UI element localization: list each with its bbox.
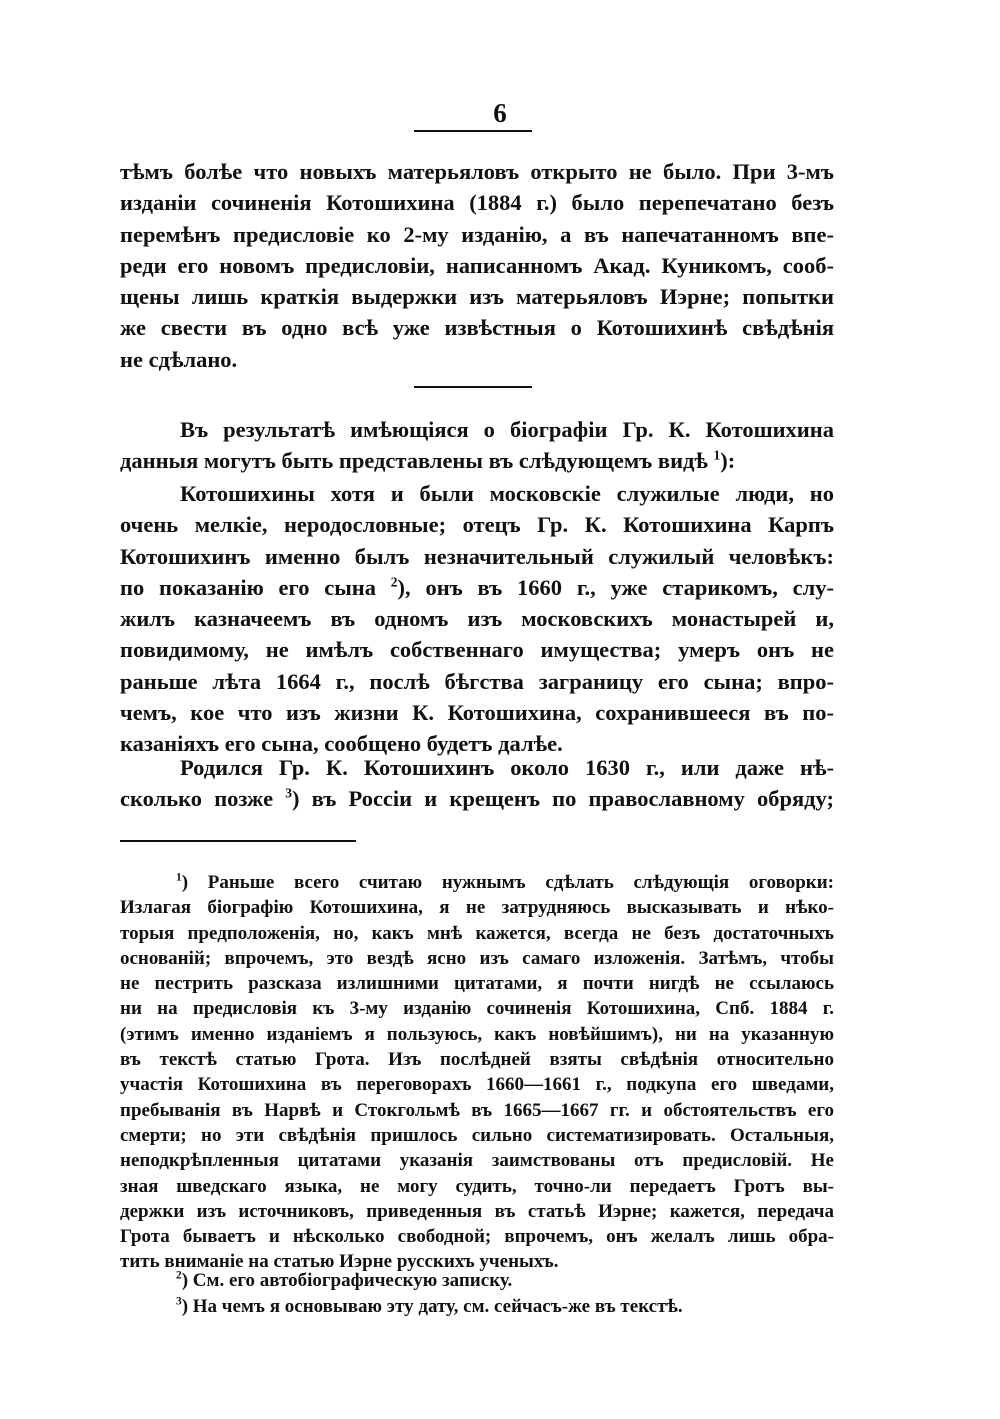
text-line: реди его новомъ предисловіи, написанномъ Акад. Куникомъ, сооб- bbox=[120, 252, 834, 278]
text-fragment: ), онъ въ 1660 г., уже старикомъ, слу- bbox=[397, 574, 834, 600]
footnote-line: тить вниманіе на статью Иэрне русскихъ ученыхъ. bbox=[120, 1251, 559, 1273]
text-line: Котошихины хотя и были московскіе служилые люди, но bbox=[180, 481, 834, 506]
footnote-line: участія Котошихина въ переговорахъ 1660—1661 г., подкупа его шведами, bbox=[120, 1074, 834, 1096]
text-line bbox=[120, 783, 834, 814]
text-fragment: ): bbox=[720, 448, 736, 474]
footnote-line bbox=[120, 1294, 834, 1319]
text-fragment: ) Раньше всего считаю нужнымъ сдѣлать слѣдующія оговорки: bbox=[181, 872, 834, 893]
page-number: 6 bbox=[493, 98, 507, 128]
footnote-line: торыя предположенія, но, какъ мнѣ кажется, всегда не безъ достаточныхъ bbox=[120, 922, 834, 944]
text-line: изданіи сочиненія Котошихина (1884 г.) было перепечатано безъ bbox=[120, 190, 834, 216]
footnote-mark: 1 bbox=[176, 871, 182, 884]
page-number-rule bbox=[414, 130, 532, 132]
section-divider bbox=[414, 386, 532, 388]
text-line: перемѣнъ предисловіе ко 2-му изданію, а въ напечатанномъ впе- bbox=[120, 221, 834, 247]
paragraph-birth bbox=[120, 752, 834, 815]
footnote-mark: 2 bbox=[176, 1269, 182, 1282]
text-line: тѣмъ болѣе что новыхъ матерьяловъ открыто не было. При 3-мъ bbox=[120, 159, 834, 184]
text-line: Въ результатѣ имѣющіяся о біографіи Гр. К. Котошихина bbox=[180, 417, 834, 442]
text-line bbox=[120, 445, 834, 476]
text-line: повидимому, не имѣлъ собственнаго имущества; умеръ онъ не bbox=[120, 637, 834, 663]
footnote-line: пребыванія въ Нарвѣ и Стокгольмѣ въ 1665—1667 гг. и обстоятельствъ его bbox=[120, 1099, 834, 1121]
paragraph-family bbox=[120, 478, 834, 760]
footnote-line: смерти; но эти свѣдѣнія пришлось сильно систематизировать. Остальныя, bbox=[120, 1124, 834, 1146]
text-fragment: ) См. его автобіографическую записку. bbox=[181, 1270, 513, 1291]
footnote-line: не пестрить разсказа излишними цитатами, я почти нигдѣ не ссылаюсь bbox=[120, 973, 834, 995]
footnote-line: (этимъ именно изданіемъ я пользуюсь, какъ новѣйшимъ), ни на указанную bbox=[120, 1023, 834, 1045]
footnote-reference: 2 bbox=[390, 574, 398, 590]
text-fragment: по показанію его сына bbox=[120, 574, 377, 600]
footnote-line: ни на предисловія къ 3-му изданію сочиненія Котошихина, Спб. 1884 г. bbox=[120, 998, 834, 1020]
text-line bbox=[120, 572, 834, 603]
footnote-separator bbox=[120, 840, 356, 842]
footnote-line: Грота бываетъ и нѣсколько свободной; впрочемъ, онъ желалъ лишь обра- bbox=[120, 1226, 834, 1248]
footnote-line: въ текстѣ статью Грота. Изъ послѣдней взяты свѣдѣнія относительно bbox=[120, 1049, 834, 1071]
footnote-line: основаній; впрочемъ, это вездѣ ясно изъ самаго изложенія. Затѣмъ, чтобы bbox=[120, 947, 834, 969]
text-fragment: ) На чемъ я основываю эту дату, см. сейчасъ-же въ текстѣ. bbox=[181, 1296, 683, 1317]
text-fragment: ) въ Россіи и крещенъ по православному обряду; bbox=[291, 786, 834, 812]
footnote-reference: 3 bbox=[285, 785, 292, 801]
footnote-line bbox=[120, 870, 834, 895]
footnote-reference: 1 bbox=[713, 447, 721, 463]
text-line: щены лишь краткія выдержки изъ матерьяловъ Иэрне; попытки bbox=[120, 284, 834, 310]
footnote-3 bbox=[120, 1294, 834, 1319]
text-fragment: данныя могутъ быть представлены въ слѣдующемъ видѣ bbox=[120, 448, 708, 474]
footnote-1 bbox=[120, 870, 834, 1275]
text-line: не сдѣлано. bbox=[120, 346, 238, 372]
text-line: Котошихинъ именно былъ незначительный служилый человѣкъ: bbox=[120, 543, 834, 569]
text-line: очень мелкіе, неродословные; отецъ Гр. К. Котошихина Карпъ bbox=[120, 512, 834, 538]
text-line: казаніяхъ его сына, сообщено будетъ далѣе. bbox=[120, 731, 563, 757]
footnote-line: держки изъ источниковъ, приведенныя въ статьѣ Иэрне; кажется, передача bbox=[120, 1200, 834, 1222]
footnote-line: зная шведскаго языка, не могу судить, точно-ли передаетъ Гротъ вы- bbox=[120, 1175, 834, 1197]
text-line: чемъ, кое что изъ жизни К. Котошихина, сохранившееся въ по- bbox=[120, 700, 834, 726]
footnote-2 bbox=[120, 1268, 834, 1293]
footnote-line bbox=[120, 1268, 834, 1293]
text-line: жилъ казначеемъ въ одномъ изъ московскихъ монастырей и, bbox=[120, 606, 834, 632]
text-line: же свести въ одно всѣ уже извѣстныя о Котошихинѣ свѣдѣнія bbox=[120, 315, 834, 341]
paragraph-intro bbox=[120, 414, 834, 477]
text-fragment: сколько позже bbox=[120, 786, 274, 812]
footnote-mark: 3 bbox=[176, 1295, 182, 1308]
footnote-line: неподкрѣпленныя цитатами указанія заимствованы отъ предисловій. Не bbox=[120, 1150, 834, 1172]
footnote-line: Излагая біографію Котошихина, я не затрудняюсь высказывать и нѣко- bbox=[120, 897, 834, 919]
text-line: раньше лѣта 1664 г., послѣ бѣгства заграницу его сына; впро- bbox=[120, 668, 834, 694]
text-line: Родился Гр. К. Котошихинъ около 1630 г., или даже нѣ- bbox=[180, 755, 834, 780]
paragraph-continued bbox=[120, 156, 834, 375]
